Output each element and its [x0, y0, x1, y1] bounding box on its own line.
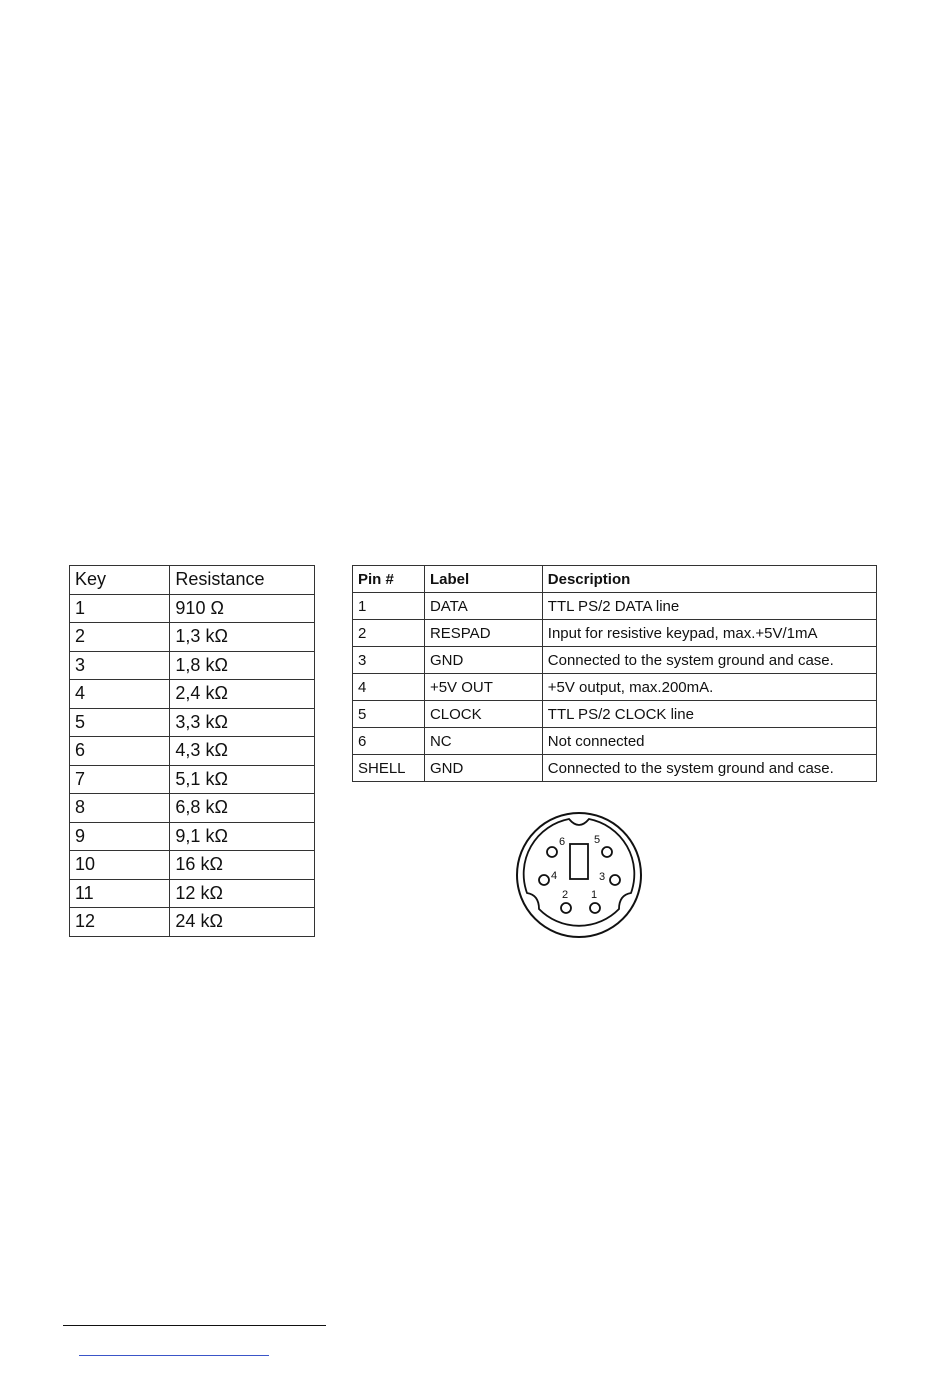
header-resistance: Resistance: [170, 566, 315, 595]
resistance-cell: 6,8 kΩ: [170, 794, 315, 823]
resistance-cell: 9,1 kΩ: [170, 822, 315, 851]
resistance-cell: 12 kΩ: [170, 879, 315, 908]
description-cell: Input for resistive keypad, max.+5V/1mA: [542, 620, 876, 647]
header-label: Label: [424, 566, 542, 593]
description-cell: Connected to the system ground and case.: [542, 755, 876, 782]
footnote-link-underline[interactable]: [79, 1355, 269, 1356]
header-description: Description: [542, 566, 876, 593]
label-cell: NC: [424, 728, 542, 755]
resistance-cell: 910 Ω: [170, 594, 315, 623]
description-cell: TTL PS/2 CLOCK line: [542, 701, 876, 728]
pin-cell: 6: [353, 728, 425, 755]
resistance-cell: 4,3 kΩ: [170, 737, 315, 766]
table-row: [70, 680, 315, 709]
pin-6-number: 6: [559, 836, 566, 848]
resistance-cell: 16 kΩ: [170, 851, 315, 880]
pin-1-number: 1: [591, 889, 598, 901]
table-row: [70, 794, 315, 823]
header-key: Key: [70, 566, 170, 595]
key-cell: 4: [70, 680, 170, 709]
connector-key-slot: [570, 844, 588, 879]
resistance-cell: 1,3 kΩ: [170, 623, 315, 652]
pin-cell: SHELL: [353, 755, 425, 782]
resistance-cell: 5,1 kΩ: [170, 765, 315, 794]
pin-3-number: 3: [599, 871, 606, 883]
pin-cell: 4: [353, 674, 425, 701]
table-row: [70, 651, 315, 680]
table-row: [70, 822, 315, 851]
table-row: [353, 755, 877, 782]
pin-cell: 1: [353, 593, 425, 620]
table-row: [70, 851, 315, 880]
key-cell: 12: [70, 908, 170, 937]
mini-din-connector-diagram: [513, 809, 645, 941]
table-row: [353, 593, 877, 620]
table-row: [70, 623, 315, 652]
connector-inner-shell: [524, 819, 635, 926]
description-cell: Connected to the system ground and case.: [542, 647, 876, 674]
pin-4-hole: [539, 875, 549, 885]
pin-cell: 5: [353, 701, 425, 728]
label-cell: GND: [424, 647, 542, 674]
key-resistance-table: [69, 565, 315, 937]
key-cell: 5: [70, 708, 170, 737]
pin-5-number: 5: [594, 834, 601, 846]
label-cell: CLOCK: [424, 701, 542, 728]
table-row: [353, 728, 877, 755]
resistance-cell: 24 kΩ: [170, 908, 315, 937]
label-cell: RESPAD: [424, 620, 542, 647]
table-row: [70, 879, 315, 908]
key-cell: 2: [70, 623, 170, 652]
table-row: [70, 594, 315, 623]
table-row: [353, 620, 877, 647]
label-cell: GND: [424, 755, 542, 782]
resistance-cell: 1,8 kΩ: [170, 651, 315, 680]
table-row: [353, 647, 877, 674]
key-cell: 10: [70, 851, 170, 880]
key-cell: 8: [70, 794, 170, 823]
pin-cell: 3: [353, 647, 425, 674]
table-row: [353, 701, 877, 728]
resistance-cell: 2,4 kΩ: [170, 680, 315, 709]
key-cell: 6: [70, 737, 170, 766]
table-row: [70, 737, 315, 766]
description-cell: +5V output, max.200mA.: [542, 674, 876, 701]
table-header-row: [353, 566, 877, 593]
pinout-table: [352, 565, 877, 782]
pin-4-number: 4: [551, 870, 558, 882]
description-cell: TTL PS/2 DATA line: [542, 593, 876, 620]
pin-1-hole: [590, 903, 600, 913]
table-row: [70, 708, 315, 737]
pin-3-hole: [610, 875, 620, 885]
footnote-separator: [63, 1325, 326, 1326]
pin-6-hole: [547, 847, 557, 857]
pin-2-number: 2: [562, 889, 569, 901]
description-cell: Not connected: [542, 728, 876, 755]
table-row: [353, 674, 877, 701]
key-cell: 1: [70, 594, 170, 623]
header-pin: Pin #: [353, 566, 425, 593]
resistance-cell: 3,3 kΩ: [170, 708, 315, 737]
key-cell: 9: [70, 822, 170, 851]
table-header-row: [70, 566, 315, 595]
label-cell: DATA: [424, 593, 542, 620]
key-cell: 11: [70, 879, 170, 908]
table-row: [70, 765, 315, 794]
key-cell: 7: [70, 765, 170, 794]
key-cell: 3: [70, 651, 170, 680]
pin-cell: 2: [353, 620, 425, 647]
label-cell: +5V OUT: [424, 674, 542, 701]
table-row: [70, 908, 315, 937]
pin-5-hole: [602, 847, 612, 857]
connector-outer-ring: [517, 813, 641, 937]
pin-2-hole: [561, 903, 571, 913]
